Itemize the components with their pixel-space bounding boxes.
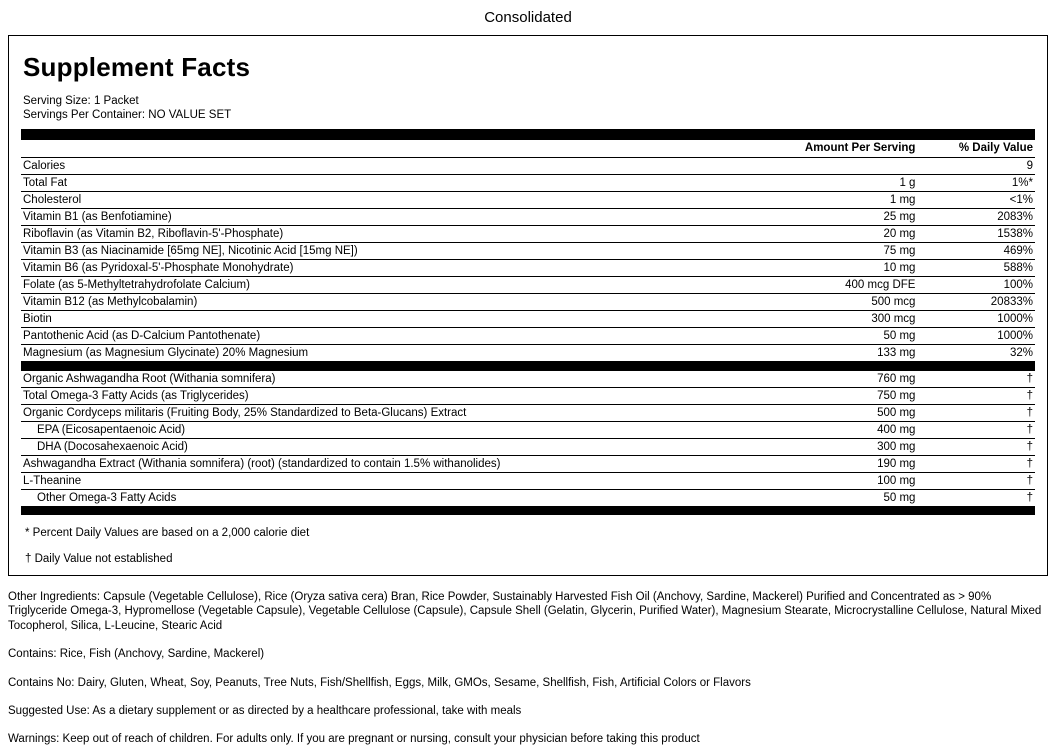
table-row <box>21 405 1035 422</box>
nutrient-amount: 500 mcg <box>745 294 917 311</box>
nutrient-dv: <1% <box>917 192 1035 209</box>
table-row <box>21 439 1035 456</box>
nutrient-dv: † <box>917 490 1035 507</box>
table-row <box>21 388 1035 405</box>
table-row <box>21 175 1035 192</box>
header-daily-value: % Daily Value <box>958 142 1033 154</box>
bottom-rule-row <box>21 506 1035 515</box>
nutrient-name: L-Theanine <box>21 473 745 490</box>
nutrient-amount: 750 mg <box>745 388 917 405</box>
table-row <box>21 311 1035 328</box>
nutrient-dv: 1538% <box>917 226 1035 243</box>
nutrient-amount: 50 mg <box>745 490 917 507</box>
table-row <box>21 260 1035 277</box>
nutrient-name: DHA (Docosahexaenoic Acid) <box>21 439 745 456</box>
nutrient-amount: 190 mg <box>745 456 917 473</box>
table-row <box>21 422 1035 439</box>
nutrition-table <box>21 129 1035 515</box>
nutrient-name: EPA (Eicosapentaenoic Acid) <box>21 422 745 439</box>
bottom-rule-cell <box>21 506 1035 515</box>
table-row <box>21 328 1035 345</box>
nutrient-amount <box>745 158 917 175</box>
nutrient-amount: 300 mcg <box>745 311 917 328</box>
table-row <box>21 371 1035 388</box>
top-rule-cell <box>21 129 1035 140</box>
table-row <box>21 209 1035 226</box>
header-spacer <box>21 140 745 158</box>
nutrient-amount: 10 mg <box>745 260 917 277</box>
nutrient-name: Folate (as 5-Methyltetrahydrofolate Calcium) <box>21 277 745 294</box>
nutrient-name: Biotin <box>21 311 745 328</box>
mid-rule-row <box>21 361 1035 371</box>
table-row <box>21 456 1035 473</box>
nutrient-dv: 1%* <box>917 175 1035 192</box>
nutrient-name: Vitamin B3 (as Niacinamide [65mg NE], Nicotinic Acid [15mg NE]) <box>21 243 745 260</box>
nutrient-name: Pantothenic Acid (as D-Calcium Pantothenate) <box>21 328 745 345</box>
nutrient-name: Magnesium (as Magnesium Glycinate) 20% Magnesium <box>21 345 745 362</box>
nutrient-dv: † <box>917 388 1035 405</box>
header-amount-per-serving: Amount Per Serving <box>804 142 916 154</box>
nutrient-dv: 32% <box>917 345 1035 362</box>
table-row <box>21 277 1035 294</box>
nutrient-dv: † <box>917 456 1035 473</box>
nutrient-name: Riboflavin (as Vitamin B2, Riboflavin-5'-Phosphate) <box>21 226 745 243</box>
footnote-percent-daily-value: * Percent Daily Values are based on a 2,000 calorie diet <box>25 527 310 539</box>
contains-no-text: Contains No: Dairy, Gluten, Wheat, Soy, Peanuts, Tree Nuts, Fish/Shellfish, Eggs, Milk, GMOs, Sesame, Shellfish, Fish, Artificial Colors or Flavors <box>8 676 751 689</box>
nutrient-amount: 50 mg <box>745 328 917 345</box>
nutrient-dv: † <box>917 422 1035 439</box>
nutrient-name: Other Omega-3 Fatty Acids <box>21 490 745 507</box>
supplement-facts-panel <box>8 35 1048 576</box>
table-row <box>21 294 1035 311</box>
nutrient-name: Total Omega-3 Fatty Acids (as Triglycerides) <box>21 388 745 405</box>
nutrition-table-body <box>21 129 1035 515</box>
nutrient-name: Vitamin B12 (as Methylcobalamin) <box>21 294 745 311</box>
nutrient-name: Organic Cordyceps militaris (Fruiting Body, 25% Standardized to Beta-Glucans) Extract <box>21 405 745 422</box>
nutrient-amount: 400 mg <box>745 422 917 439</box>
table-row <box>21 490 1035 507</box>
nutrient-dv: † <box>917 371 1035 388</box>
nutrient-dv: 469% <box>917 243 1035 260</box>
other-ingredients-text: Other Ingredients: Capsule (Vegetable Cellulose), Rice (Oryza sativa cera) Bran, Rice Powder, Sustainably Harvested Fish Oil (Anchovy, Sardine, Mackerel) Purified and Concentrated as > 90% Triglyceride Omega-3, Hypromellose (Vegetable Capsule), Vegetable Cellulose (Capsule), Capsule Shell (Gelatin, Glycerin, Purified Water), Magnesium Stearate, Microcrystalline Cellulose, Natural Mixed Tocopherol, Silica, L-Leucine, Stearic Acid <box>8 591 1042 632</box>
table-row <box>21 243 1035 260</box>
thin-rule-bottom <box>21 506 1035 515</box>
nutrient-dv: 100% <box>917 277 1035 294</box>
nutrient-amount: 1 mg <box>745 192 917 209</box>
nutrient-dv: † <box>917 439 1035 456</box>
nutrient-name: Calories <box>21 158 745 175</box>
servings-per-container: Servings Per Container: NO VALUE SET <box>23 109 232 121</box>
mid-rule-cell <box>21 361 1035 371</box>
nutrient-name: Total Fat <box>21 175 745 192</box>
nutrient-amount: 760 mg <box>745 371 917 388</box>
nutrient-name: Ashwagandha Extract (Withania somnifera) (root) (standardized to contain 1.5% withanolides) <box>21 456 745 473</box>
nutrient-amount: 20 mg <box>745 226 917 243</box>
nutrient-dv: 1000% <box>917 328 1035 345</box>
nutrient-dv: 20833% <box>917 294 1035 311</box>
top-rule-row <box>21 129 1035 140</box>
nutrient-dv: † <box>917 473 1035 490</box>
table-row <box>21 158 1035 175</box>
page-title: Consolidated <box>484 9 572 26</box>
nutrient-amount: 25 mg <box>745 209 917 226</box>
supplement-facts-title: Supplement Facts <box>23 52 251 82</box>
nutrient-name: Organic Ashwagandha Root (Withania somnifera) <box>21 371 745 388</box>
nutrient-dv: 1000% <box>917 311 1035 328</box>
nutrient-dv: † <box>917 405 1035 422</box>
table-row <box>21 345 1035 362</box>
nutrient-name: Vitamin B1 (as Benfotiamine) <box>21 209 745 226</box>
nutrient-amount: 133 mg <box>745 345 917 362</box>
nutrient-name: Vitamin B6 (as Pyridoxal-5'-Phosphate Monohydrate) <box>21 260 745 277</box>
nutrient-amount: 300 mg <box>745 439 917 456</box>
thick-rule <box>21 129 1035 140</box>
column-header-row <box>21 140 1035 158</box>
nutrient-amount: 500 mg <box>745 405 917 422</box>
table-row <box>21 473 1035 490</box>
nutrient-dv: 2083% <box>917 209 1035 226</box>
footnote-daily-value-not-established: † Daily Value not established <box>25 553 173 565</box>
table-row <box>21 226 1035 243</box>
product-details <box>8 590 1048 747</box>
contains-text: Contains: Rice, Fish (Anchovy, Sardine, Mackerel) <box>8 648 265 661</box>
nutrient-name: Cholesterol <box>21 192 745 209</box>
nutrient-dv: 588% <box>917 260 1035 277</box>
suggested-use-text: Suggested Use: As a dietary supplement or as directed by a healthcare professional, take with meals <box>8 704 522 717</box>
thin-rule <box>21 361 1035 370</box>
nutrient-amount: 1 g <box>745 175 917 192</box>
warnings-text: Warnings: Keep out of reach of children. For adults only. If you are pregnant or nursing, consult your physician before taking this product <box>8 733 700 746</box>
nutrient-dv: 9 <box>917 158 1035 175</box>
nutrient-amount: 75 mg <box>745 243 917 260</box>
table-row <box>21 192 1035 209</box>
serving-size: Serving Size: 1 Packet <box>23 95 139 107</box>
nutrient-amount: 100 mg <box>745 473 917 490</box>
nutrient-amount: 400 mcg DFE <box>745 277 917 294</box>
